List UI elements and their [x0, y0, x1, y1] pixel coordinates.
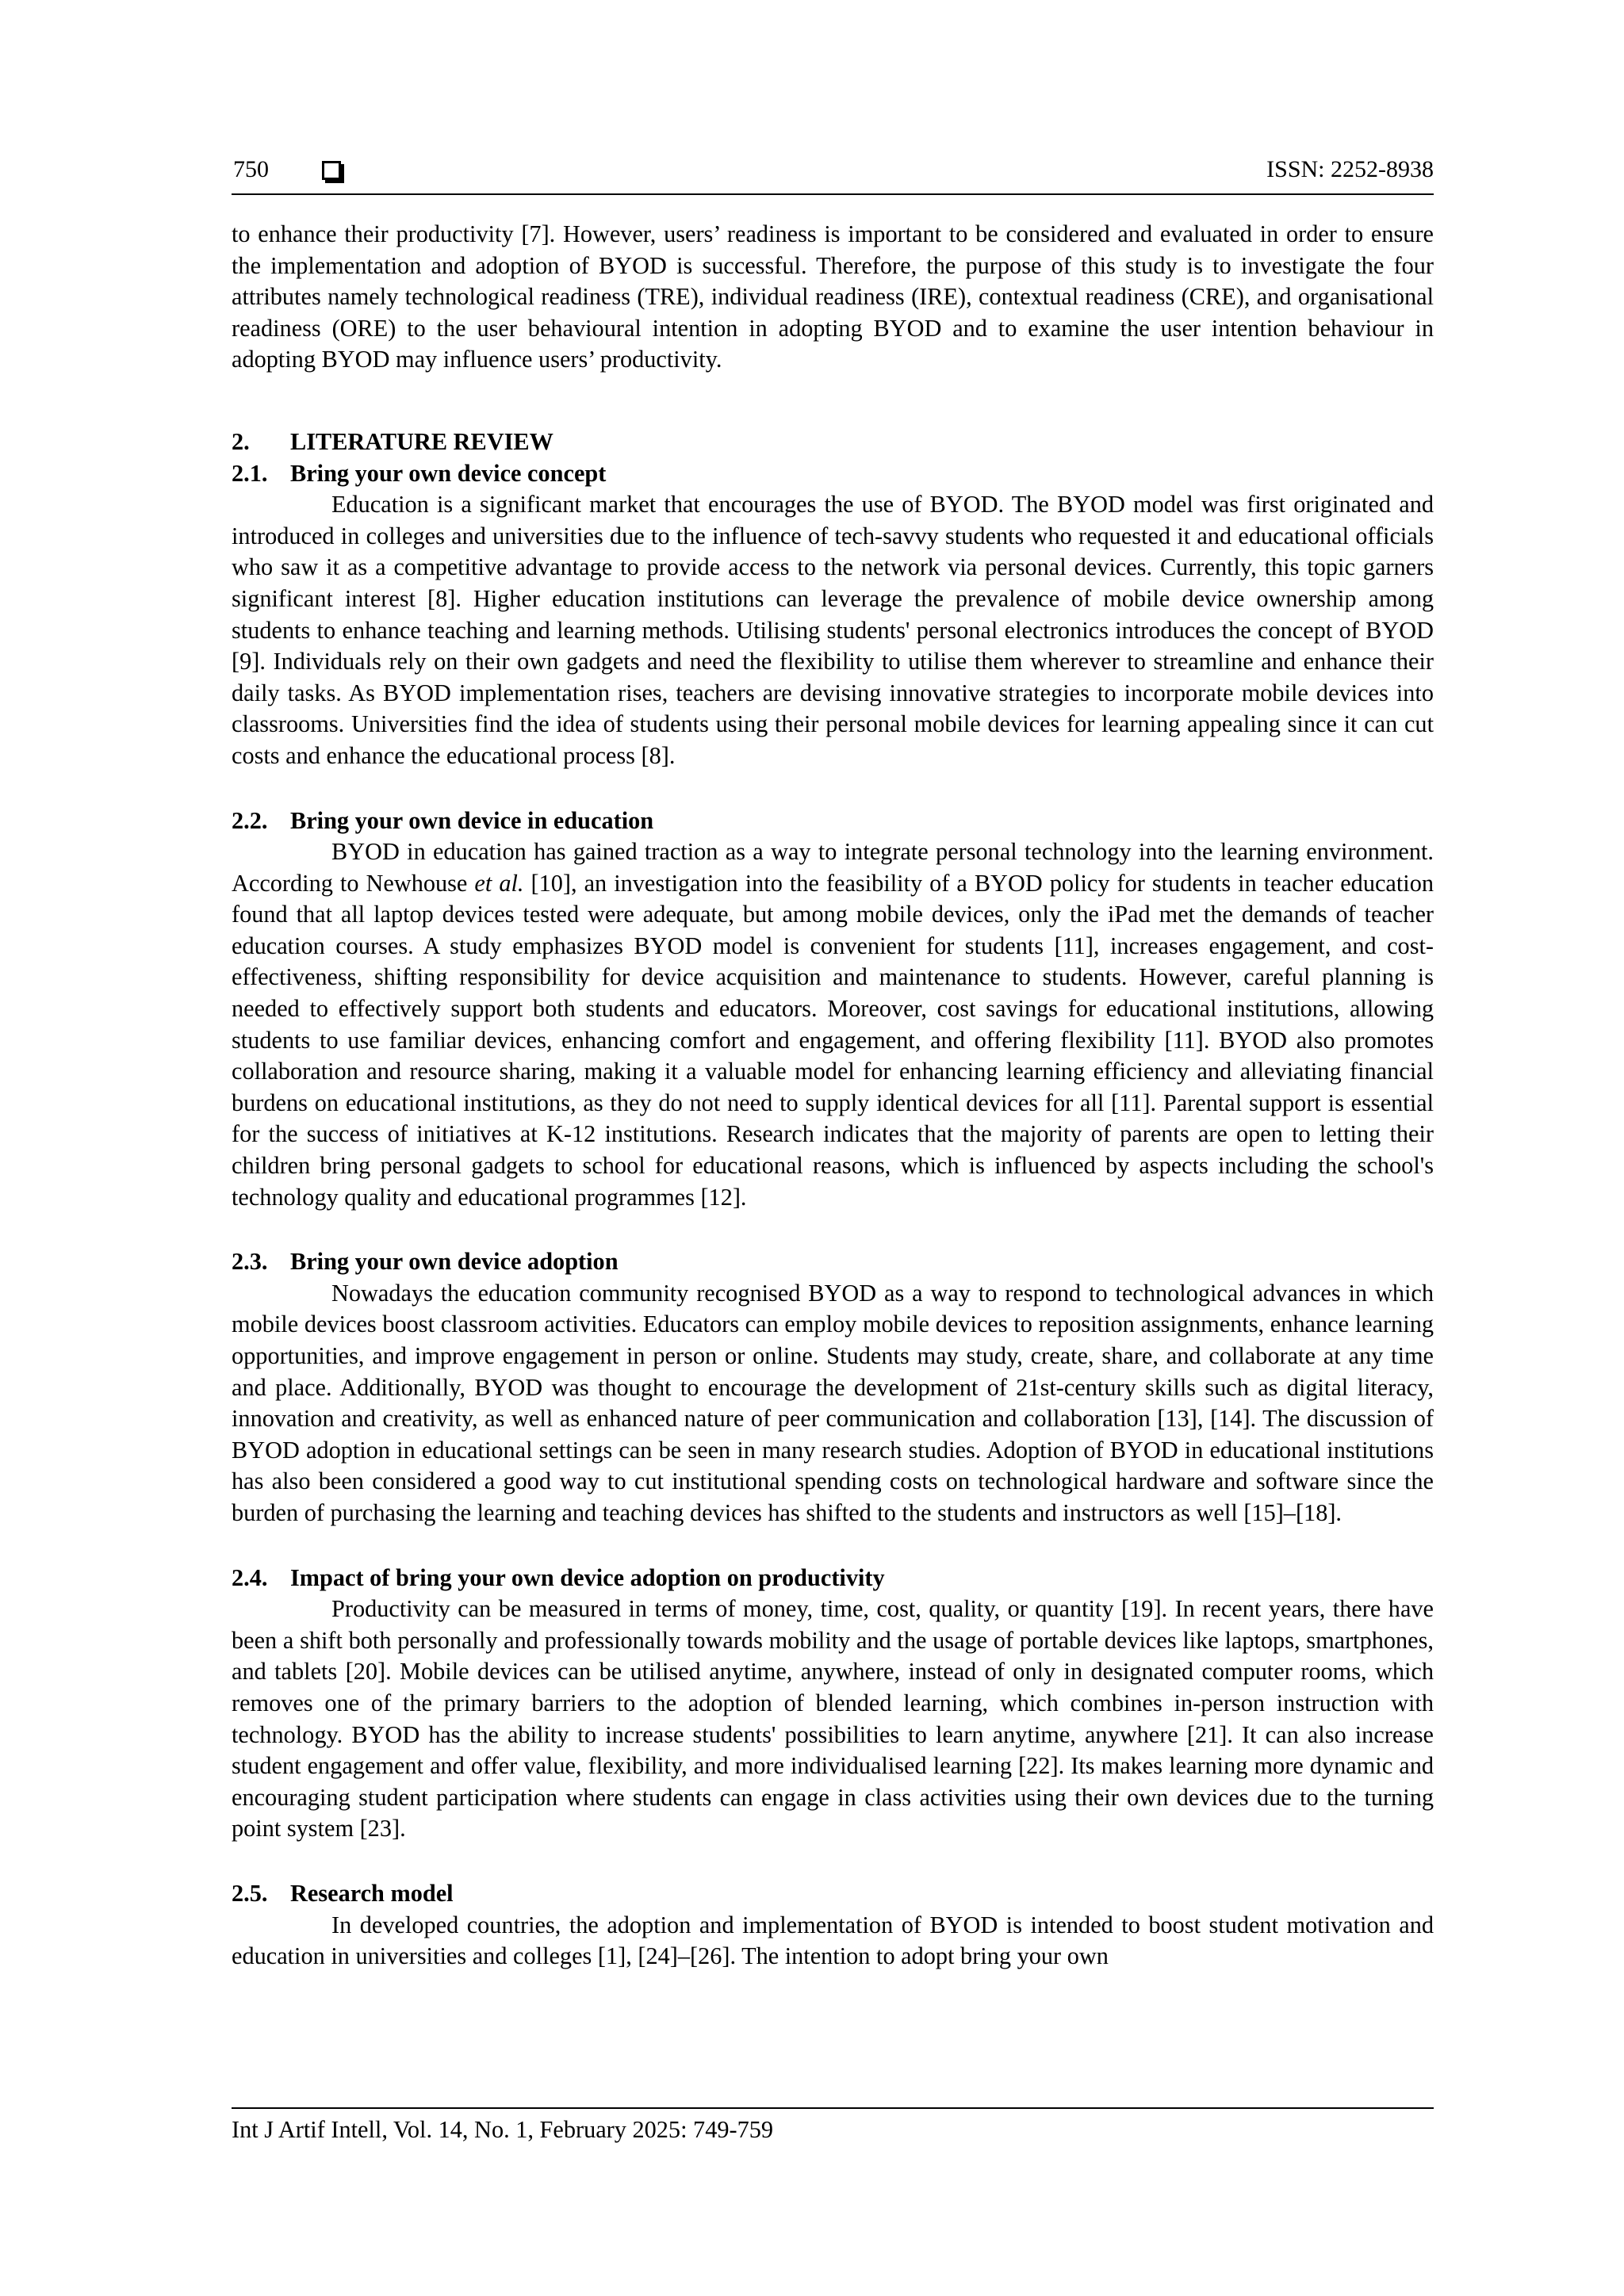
paragraph-text: [10], an investigation into the feasibility of a BYOD policy for students in teacher education found that all laptop devices tested were adequate, but among mobile devices, only the iPad met the demands of teacher education courses. A study emphasizes BYOD model is convenient for students [11], increases engagement, and cost-effectiveness, shifting responsibility for device acquisition and maintenance to students. However, careful planning is needed to effectively support both students and educators. Moreover, cost savings for educational institutions, allowing students to use familiar devices, enhancing comfort and engagement, and offering flexibility [11]. BYOD also promotes collaboration and resource sharing, making it a valuable model for enhancing learning efficiency and alleviating financial burdens on educational institutions, as they do not need to supply identical devices for all [11]. Parental support is essential for the success of initiatives at K-12 institutions. Research indicates that the majority of parents are open to letting their children bring personal gadgets to school for educational reasons, which is influenced by aspects including the school's technology quality and educational programmes [12]. — [232, 869, 1434, 1211]
intro-paragraph: to enhance their productivity [7]. However, users’ readiness is important to be considered and evaluated in order to ensure the implementation and adoption of BYOD is successful. Therefore, the purpose of this study is to investigate the four attributes namely technological readiness (TRE), individual readiness (IRE), contextual readiness (CRE), and organisational readiness (ORE) to the user behavioural intention in adopting BYOD and to examine the user intention behaviour in adopting BYOD may influence users’ productivity. — [232, 220, 1434, 373]
subsection-number: 2.3. — [232, 1248, 268, 1276]
paragraph-text: BYOD in education has gained traction as a way to integrate personal technology into the learning environment. According to Newhouse — [232, 838, 1434, 897]
section-number: 2. — [232, 427, 250, 455]
subsection-paragraph-2-3: Nowadays the education community recognised BYOD as a way to respond to technological advances in which mobile devices boost classroom activities. Educators can employ mobile devices to reposition assignments, enhance learning opportunities, and improve engagement in person or online. Students may study, create, share, and collaborate at any time and place. Additionally, BYOD was thought to encourage the development of 21st-century skills such as digital literacy, innovation and creativity, as well as enhanced nature of peer communication and collaboration [13], [14]. The discussion of BYOD adoption in educational settings can be seen in many research studies. Adoption of BYOD in educational institutions has also been considered a good way to cut institutional spending costs on technological hardware and software since the burden of purchasing the learning and teaching devices has shifted to the students and instructors as well [15]–[18]. — [232, 1279, 1434, 1526]
subsection-paragraph-2-1: Education is a significant market that encourages the use of BYOD. The BYOD model was first originated and introduced in colleges and universities due to the influence of tech-savvy students who requested it and educational officials who saw it as a competitive advantage to provide access to the network via personal devices. Currently, this topic garners significant interest [8]. Higher education institutions can leverage the prevalence of mobile device ownership among students to enhance teaching and learning methods. Utilising students' personal electronics introduces the concept of BYOD [9]. Individuals rely on their own gadgets and need the flexibility to utilise them wherever to streamline and enhance their daily tasks. As BYOD implementation rises, teachers are devising innovative strategies to incorporate mobile devices into classrooms. Universities find the idea of students using their personal mobile devices for learning appealing since it can cut costs and enhance the educational process [8]. — [232, 491, 1434, 769]
subsection-title: Bring your own device concept — [290, 459, 607, 487]
subsection-number: 2.5. — [232, 1879, 268, 1907]
subsection-title: Impact of bring your own device adoption on productivity — [290, 1563, 885, 1591]
issn: ISSN: 2252-8938 — [1266, 156, 1434, 182]
subsection-title: Bring your own device adoption — [290, 1248, 619, 1276]
italic-text: et al. — [474, 869, 524, 897]
square-bullet-icon — [322, 161, 341, 180]
subsection-number: 2.4. — [232, 1563, 268, 1591]
subsection-heading-2-3 — [232, 1246, 1434, 1278]
article-body — [232, 219, 1434, 1973]
section-heading — [232, 427, 1434, 458]
subsection-heading-2-5 — [232, 1878, 1434, 1910]
subsection-number: 2.2. — [232, 806, 268, 834]
subsection-number: 2.1. — [232, 459, 268, 487]
subsection-paragraph-2-4: Productivity can be measured in terms of money, time, cost, quality, or quantity [19]. In recent years, there have been a shift both personally and professionally towards mobility and the usage of portable devices like laptops, smartphones, and tablets [20]. Mobile devices can be utilised anytime, anywhere, instead of only in designated computer rooms, which removes one of the primary barriers to the adoption of blended learning, which combines in-person instruction with technology. BYOD has the ability to increase students' possibilities to learn anytime, anywhere [21]. It can also increase student engagement and offer value, flexibility, and more individualised learning [22]. Its makes learning more dynamic and encouraging student participation where students can engage in class activities using their own devices due to the turning point system [23]. — [232, 1595, 1434, 1843]
page-footer — [232, 2107, 1434, 2145]
subsection-paragraph-2-5: In developed countries, the adoption and implementation of BYOD is intended to boost student motivation and education in universities and colleges [1], [24]–[26]. The intention to adopt bring your own — [232, 1911, 1434, 1970]
subsection-heading-2-1 — [232, 458, 1434, 490]
subsection-heading-2-4 — [232, 1563, 1434, 1594]
subsection-heading-2-2 — [232, 806, 1434, 837]
page-number: 750 — [233, 156, 269, 182]
section-title: LITERATURE REVIEW — [290, 427, 553, 455]
journal-citation: Int J Artif Intell, Vol. 14, No. 1, February 2025: 749-759 — [232, 2116, 774, 2143]
subsection-paragraph-2-2 — [232, 836, 1434, 1213]
subsection-title: Research model — [290, 1879, 454, 1907]
page-header — [232, 154, 1434, 195]
subsection-title: Bring your own device in education — [290, 806, 654, 834]
